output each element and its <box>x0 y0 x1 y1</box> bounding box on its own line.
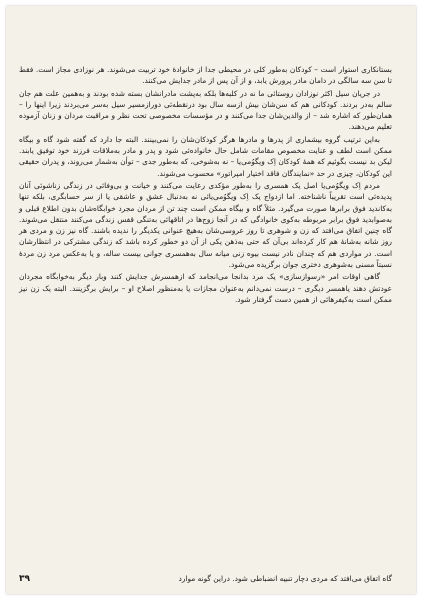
document-page <box>6 6 416 594</box>
paragraph-2: در جریان سیل اکثر نوزادان روستائی ما نه در کلبه‌ها بلکه به‌پشت مادرانشان بسته شده بودند و به‌همین علت هم جان سالم به‌در بردند. کودکانی هم که سن‌شان بیش ازسه سال بود درنقطه‌ئی دورازمسیر سیل به‌سر می‌بردند زیرا اینها را – همان‌طور که اشاره شد – از والدین‌شان جدا می‌کنند و در مؤسسات مخصوصی تحت نظر و مراقبت مردان و زنان آزموده تعلیم می‌دهند. <box>19 88 392 132</box>
page-number: ٣٩ <box>19 574 30 584</box>
page-footer <box>19 573 392 585</box>
paragraph-4: مردم اِک ویگوُمی‌یا اصل یک همسری را به‌طور مؤکدی رعایت می‌کنند و خیانت و بی‌وفائی در زندگی زناشوئی آنان پدیده‌ئی است تقریباً ناشناخته. اما ازدواج یک اِک ویگوُمی‌یائی نه به‌دنبال عشق و عاشقی یا از سر حسابگری، بلکه تنها به‌کاندید فوق برابرها صورت می‌گیرد. مثلاً گاه و بیگاه ممکن است چند تن از مردان مجرد خوابگاه‌شان بدون اطلاع قبلی و به‌صوابدید فوق برابر مربوطه به‌کوی خانوادگی که در آنجا زوج‌ها در اتاقهائی به‌تنگی قفس زندگی می‌کنند منتقل می‌شوند. گاه چنین اتفاق می‌افتد که زن و شوهری تا روز عروسی‌شان به‌هیچ عنوانی یکدیگر را ندیده باشند. گاه نیز زن و مردی هر روز شانه به‌شانهٔ هم کار کرده‌اند بی‌آن که حتی به‌ذهن یکی از آن دو خطور کرده باشد که زندگی مشترکی در انتظارشان است. در مواردی هم که چندان نادر نیست بیوه زنی میانه سال به‌همسری جوانی بیست ساله، و یا به‌عکس مرد زن مردهٔ نسبتاً مسنی به‌شوهری دختری جوان برگزیده می‌شود. <box>19 180 392 270</box>
paragraph-6-first-line: گاه اتفاق می‌افتد که مردی دچار تنبیه انضباطی شود. دراین گونه موارد <box>178 574 392 583</box>
paragraph-3: به‌این ترتیب گروه بیشماری از پدرها و مادرها هرگز کودکان‌شان را نمی‌بینند. البته جا دارد که گفته شود گاه و بیگاه ممکن است لطف و عنایت مخصوص مقامات شامل حال خانواده‌ئی شود و پدر و مادر به‌ملاقات فرزند خود توفیق یابند. لیکن بد نیست بگوئیم که همهٔ کودکان اِک ویگوُمی‌یا – نه به‌شوخی، که به‌طور جدی – توأن به‌شمار می‌روند، و پدران حقیقی این کودکان، چیزی در حد «نمایندگان فاقد اختیار امپراتور» محسوب می‌شوند. <box>19 134 392 178</box>
body-text <box>19 64 392 306</box>
paragraph-5: گاهی اوقات امر «رسوازسازی» یک مرد بدانجا می‌انجامد که ازهمسرش جدایش کنند وبار دیگر به‌خوابگاه مجردان عودتش دهند یاهمسر دیگری – درست نمی‌دانم به‌عنوان مجازات یا به‌منظور اصلاح او – برایش برگزینند. البته یک زن نیز ممکن است به‌کیفرهائی از همین دست گرفتار شود. <box>19 272 392 304</box>
paragraph-1: بستانکاری استوار است – کودکان به‌طور کلی در محیطی جدا از خانوادهٔ خود تربیت می‌شوند. هر نوزادی مجاز است. فقط تا سن سه سالگی در دامان مادر پرورش یابد، و از آن پس از مادر جدایش می‌کنند. <box>19 65 392 86</box>
